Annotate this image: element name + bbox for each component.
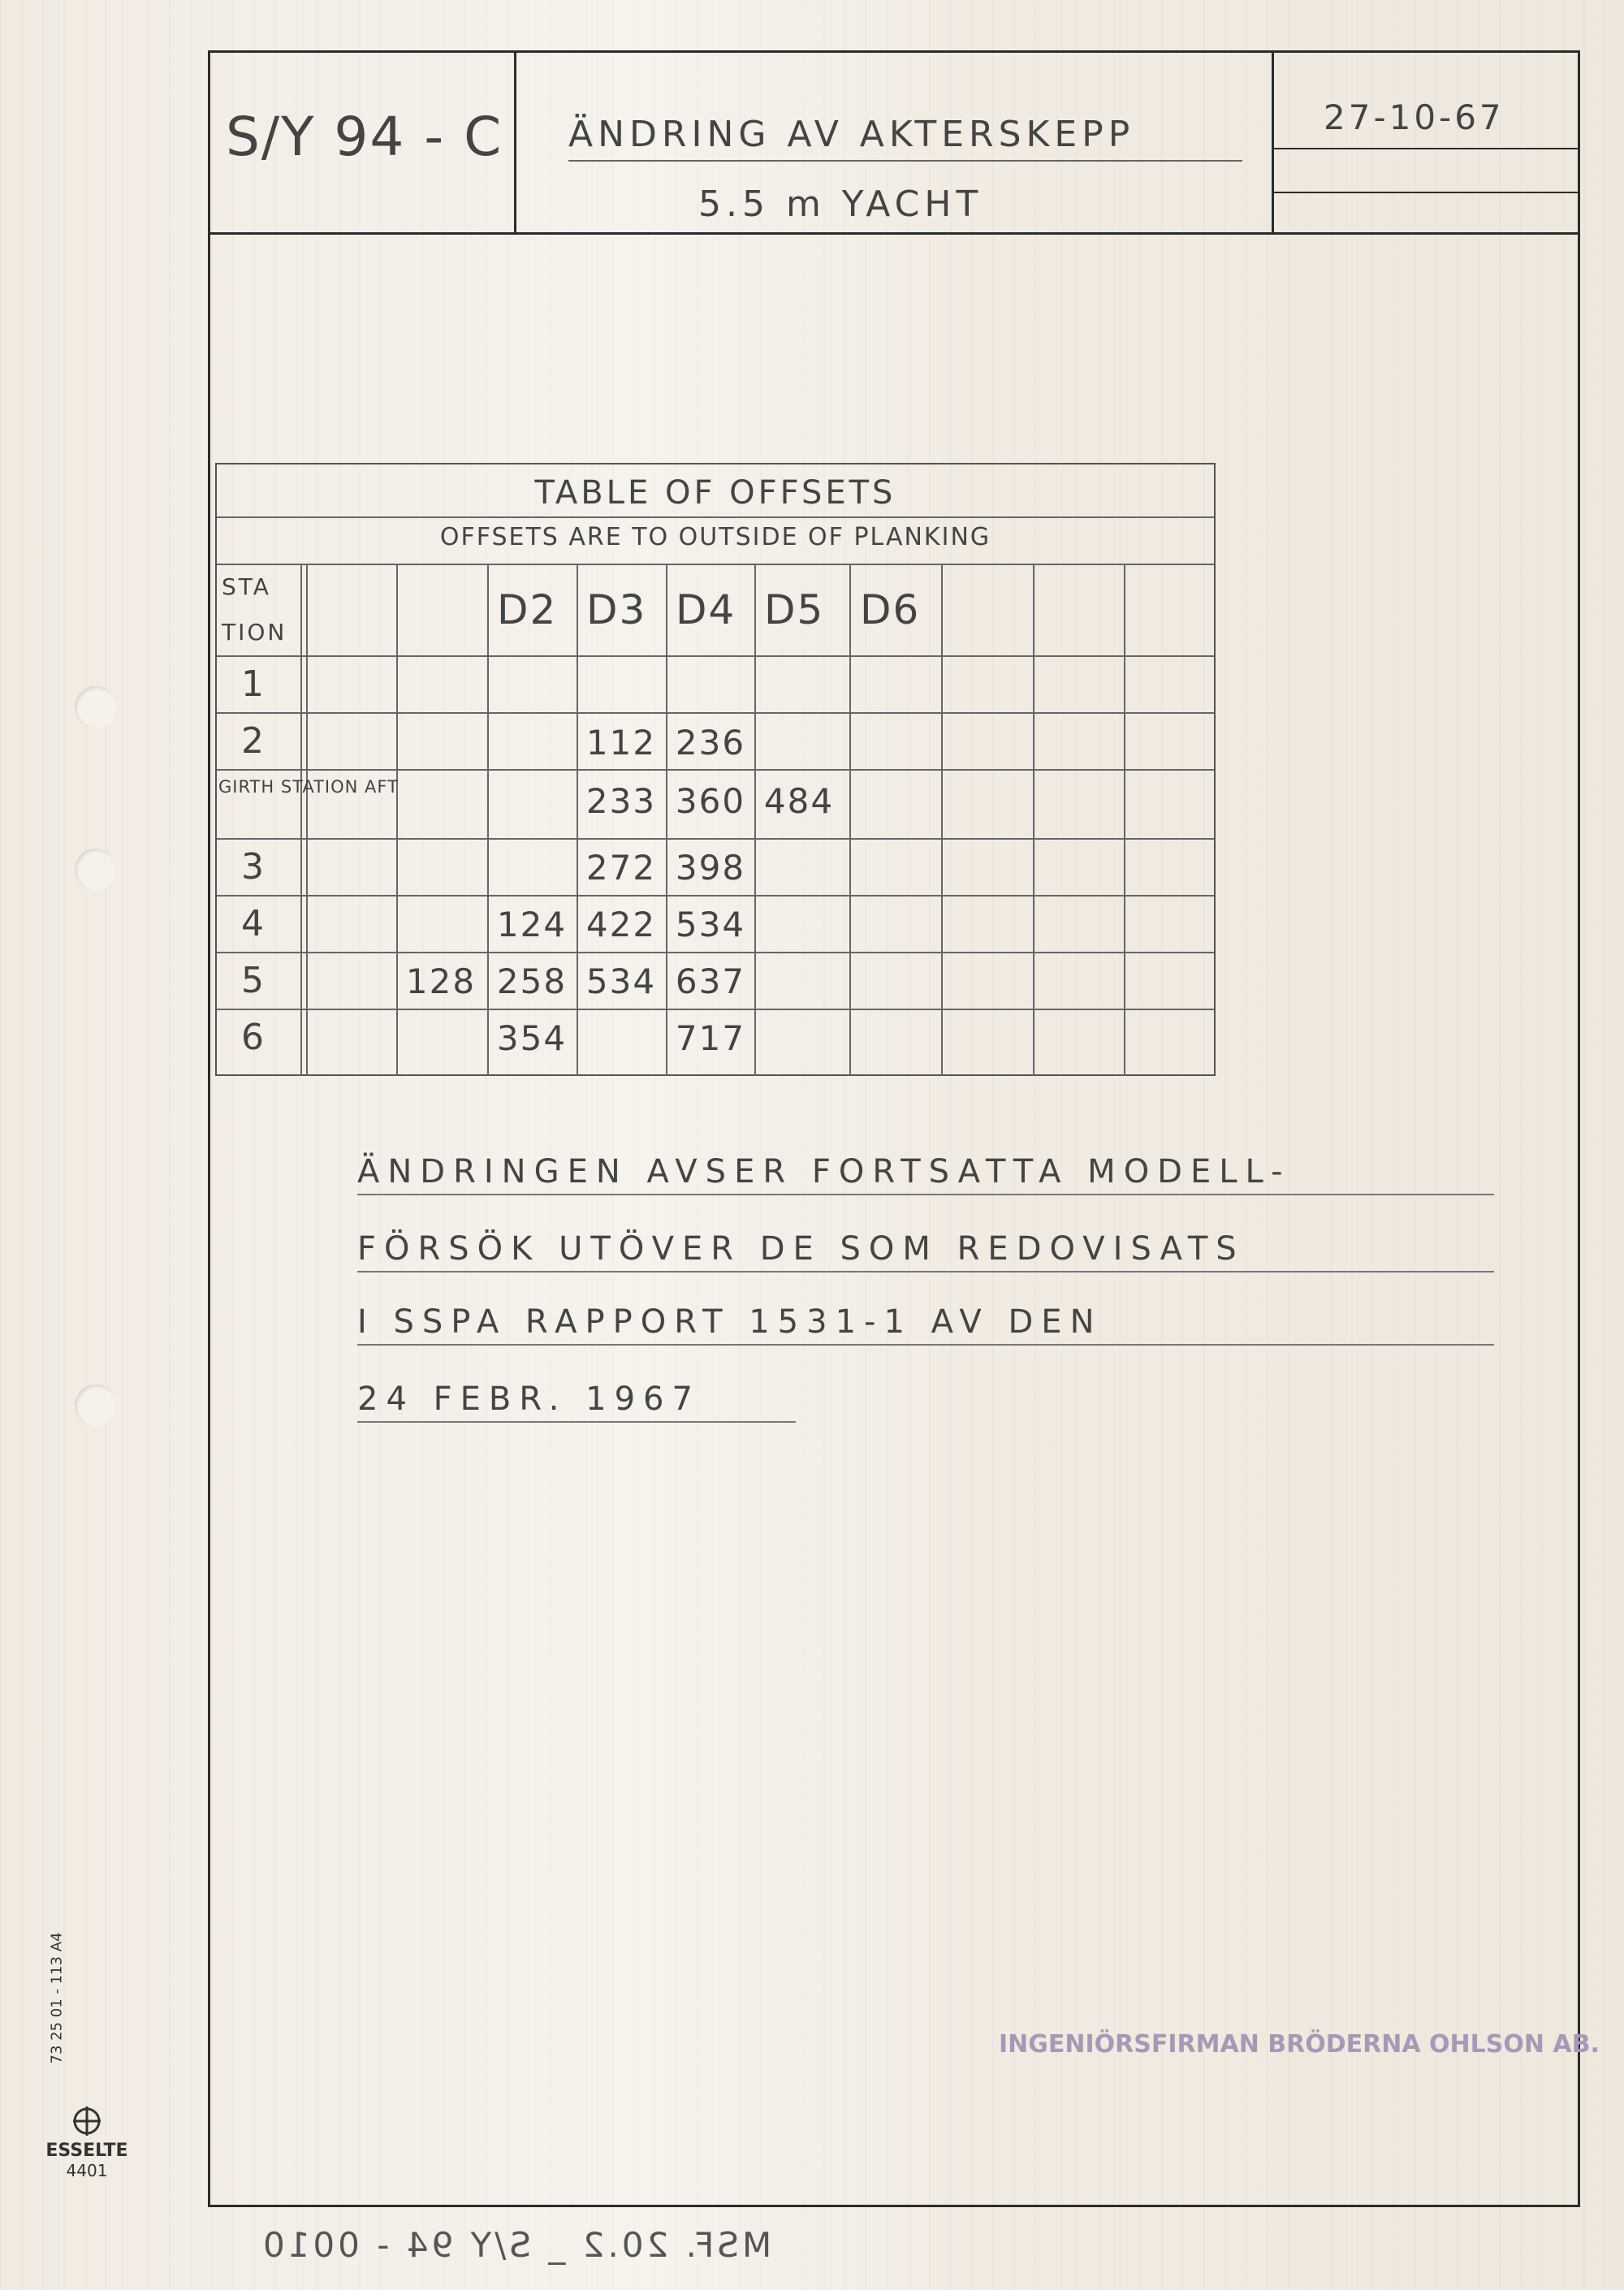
table-cell: 124	[496, 905, 568, 944]
table-cell: 128	[405, 961, 477, 1001]
drawing-title: ÄNDRING AV AKTERSKEPP	[568, 114, 1242, 162]
table-line	[300, 564, 302, 1076]
table-line	[217, 1009, 1214, 1010]
table-cell: 422	[585, 905, 657, 944]
header-bottom-line	[208, 232, 1580, 235]
table-cell: 484	[763, 781, 835, 821]
note-line: FÖRSÖK UTÖVER DE SOM REDOVISATS	[357, 1230, 1494, 1272]
table-cell: 360	[675, 781, 746, 821]
table-cell: 534	[585, 961, 657, 1001]
drawing-number: S/Y 94 - C	[226, 106, 503, 168]
station-label: 2	[241, 720, 266, 762]
table-subtitle: OFFSETS ARE TO OUTSIDE OF PLANKING	[439, 523, 991, 551]
table-cell: 637	[675, 961, 746, 1001]
table-cell: 354	[496, 1018, 568, 1058]
table-cell: 272	[585, 848, 657, 888]
table-cell: 534	[675, 905, 746, 944]
table-line	[217, 838, 1214, 840]
drawing-date: 27-10-67	[1324, 97, 1505, 137]
esselte-logo	[42, 2103, 132, 2180]
date-box-line	[1272, 148, 1580, 149]
table-cell: 258	[496, 961, 568, 1001]
note-line: I SSPA RAPPORT 1531-1 AV DEN	[357, 1303, 1494, 1346]
table-line	[217, 895, 1214, 897]
esselte-emblem-icon	[67, 2103, 107, 2136]
station-label: GIRTH STATION AFT	[218, 777, 399, 797]
station-label: 6	[241, 1017, 266, 1058]
table-line	[941, 564, 943, 1076]
station-header: STA	[222, 573, 271, 600]
footer-code: MSF. 20.2 _ S/Y 94 - 0010	[260, 2225, 772, 2265]
margin-print	[32, 1892, 81, 2136]
table-cell: 112	[585, 723, 657, 763]
table-line	[217, 564, 1214, 565]
table-line	[306, 564, 308, 1076]
punch-hole	[75, 1385, 117, 1427]
table-line	[1124, 564, 1125, 1076]
table-line	[1033, 564, 1034, 1076]
table-line	[849, 564, 851, 1076]
column-header-d5: D5	[764, 586, 825, 633]
station-label: 4	[241, 903, 266, 944]
note-line: ÄNDRINGEN AVSER FORTSATTA MODELL-	[357, 1153, 1494, 1195]
column-header-d4: D4	[676, 586, 736, 633]
date-box-line	[1272, 192, 1580, 193]
table-cell: 233	[585, 781, 657, 821]
table-line	[217, 769, 1214, 771]
offsets-table	[215, 463, 1216, 1076]
station-header: TION	[222, 619, 287, 646]
column-header-d6: D6	[860, 586, 921, 633]
station-label: 5	[241, 960, 266, 1001]
table-cell: 236	[675, 723, 746, 763]
table-cell: 398	[675, 848, 746, 888]
punch-hole	[75, 686, 117, 728]
station-label: 1	[241, 663, 266, 705]
brand-number: 4401	[66, 2161, 108, 2180]
column-header-d3: D3	[586, 586, 647, 633]
table-line	[217, 516, 1214, 518]
header-divider-right	[1272, 50, 1274, 234]
drawing-subtitle: 5.5 m YACHT	[698, 184, 983, 225]
station-label: 3	[241, 846, 266, 888]
brand-name: ESSELTE	[45, 2141, 128, 2161]
company-stamp: INGENIÖRSFIRMAN BRÖDERNA OHLSON AB.	[999, 2030, 1600, 2059]
punch-hole	[75, 849, 117, 891]
table-title: TABLE OF OFFSETS	[534, 474, 896, 512]
drawing-frame	[208, 50, 1580, 2207]
table-line	[217, 712, 1214, 714]
table-cell: 717	[675, 1018, 746, 1058]
table-line	[217, 952, 1214, 953]
column-header-d2: D2	[497, 586, 558, 633]
table-line	[217, 655, 1214, 657]
note-line: 24 FEBR. 1967	[357, 1380, 796, 1423]
margin-print-text: 73 25 01 - 113 A4	[48, 1932, 66, 2064]
